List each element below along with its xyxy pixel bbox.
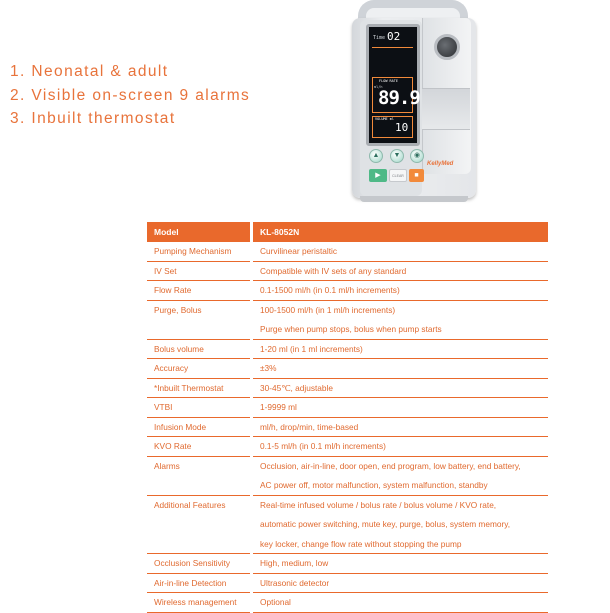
spec-row-value: 1-20 ml (in 1 ml increments) [260,343,363,354]
spec-row-value: Curvilinear peristaltic [260,246,338,256]
spec-row-value: Ultrasonic detector [260,577,330,588]
spec-row-label: *Inbuilt Thermostat [154,382,224,393]
spec-row-label: Wireless management [154,597,237,607]
spec-row [147,457,548,496]
spec-row-label-cell [147,359,250,379]
spec-row-value: Real-time infused volume / bolus rate / bolus volume / KVO rate, [260,499,497,510]
spec-row-value: 1-9999 ml [260,402,297,412]
spec-row [147,281,548,301]
spec-row-label: Additional Features [154,499,226,510]
spec-row-value-cell [253,379,548,399]
spec-row-value-cell [253,398,548,418]
spec-row [147,262,548,282]
spec-row [147,418,548,438]
flow-rate-label: FLOW RATE [379,79,398,83]
spec-row-label-cell [147,281,250,301]
spec-row-label-cell [147,242,250,262]
spec-row-label: Alarms [154,460,180,471]
spec-row-label: Purge, Bolus [154,304,202,315]
spec-header-label: Model [147,222,250,242]
screen-time-label: Time [373,35,386,41]
volume-label: VOLUME ml [375,117,394,121]
feature-item: 3. Inbuilt thermostat [10,110,176,127]
flow-rate-unit: ml/h [374,85,383,89]
start-icon: ▶ [369,169,387,182]
spec-row-label-cell [147,574,250,594]
spec-row [147,574,548,594]
spec-row-label: KVO Rate [154,441,192,451]
feature-list [10,60,250,131]
spec-row-label-cell [147,340,250,360]
spec-row-label-cell [147,457,250,496]
spec-row [147,554,548,574]
spec-row-label-cell [147,496,250,555]
spec-row-value-cell [253,359,548,379]
spec-row-value-cell [253,262,548,282]
spec-row [147,340,548,360]
spec-row-label: IV Set [154,265,177,276]
screen-time-value: 02 [387,30,401,43]
spec-row-value-cell [253,418,548,438]
pump-screen [366,24,420,146]
spec-row-value: 0.1-1500 ml/h (in 0.1 ml/h increments) [260,285,400,295]
spec-table [147,222,548,613]
spec-row-value-cell [253,496,548,555]
stop-icon: ■ [409,169,424,182]
spec-row-value: AC power off, motor malfunction, system malfunction, standby [260,480,488,490]
spec-row-value-cell [253,574,548,594]
spec-row-label-cell [147,437,250,457]
spec-row-label: Accuracy [154,363,189,373]
spec-rows [147,242,548,613]
spec-row-value: Purge when pump stops, bolus when pump starts [260,324,442,334]
spec-row-label: Occlusion Sensitivity [154,558,231,568]
spec-row-label: Air-in-line Detection [154,577,227,588]
spec-row-label: Flow Rate [154,285,192,295]
spec-row-value: automatic power switching, mute key, purge, bolus, system memory, [260,519,511,529]
spec-row [147,496,548,555]
door-knob [434,34,460,60]
spec-row-value: 30-45℃, adjustable [260,382,333,393]
spec-row-label-cell [147,379,250,399]
spec-row-value: 100-1500 ml/h (in 1 ml/h increments) [260,304,396,315]
brand-logo: KellyMed [427,161,454,167]
pump-base [360,196,468,202]
infusion-pump-image [352,0,476,206]
volume-value: 10 [395,121,409,134]
spec-row-value: Optional [260,597,291,607]
spec-row [147,301,548,340]
spec-row-label: Bolus volume [154,343,204,354]
spec-row-value: Compatible with IV sets of any standard [260,265,407,276]
spec-row-label-cell [147,418,250,438]
spec-row-label: Infusion Mode [154,421,207,432]
spec-header-row [147,222,548,242]
spec-row [147,379,548,399]
spec-row-value: key locker, change flow rate without stopping the pump [260,538,462,549]
spec-row-value-cell [253,437,548,457]
spec-row-value: ml/h, drop/min, time-based [260,421,359,432]
spec-row-label-cell [147,262,250,282]
spec-row-value: Occlusion, air-in-line, door open, end program, low battery, end battery, [260,460,521,471]
spec-row-value: ±3% [260,363,277,373]
spec-row-value-cell [253,242,548,262]
spec-row-value-cell [253,457,548,496]
spec-row [147,242,548,262]
spec-row [147,437,548,457]
spec-row-value-cell [253,340,548,360]
spec-row-value-cell [253,301,548,340]
feature-item: 1. Neonatal & adult [10,63,169,80]
spec-header-model: KL-8052N [253,222,548,242]
spec-row-label-cell [147,301,250,340]
spec-row-value-cell [253,281,548,301]
spec-row [147,359,548,379]
down-icon: ▼ [390,149,404,163]
purge-icon: ◉ [410,149,424,163]
spec-row [147,398,548,418]
feature-item: 2. Visible on-screen 9 alarms [10,86,251,104]
spec-row-label: Pumping Mechanism [154,246,232,256]
spec-row-label: VTBI [154,402,173,412]
pump-door-band [422,88,470,130]
spec-row-value-cell [253,554,548,574]
spec-row-label-cell [147,398,250,418]
clear-key: CLEAR [389,169,407,182]
flow-rate-value: 89.9 [378,87,420,109]
spec-row-label-cell [147,554,250,574]
spec-row-value: 0.1-5 ml/h (in 0.1 ml/h increments) [260,441,386,451]
screen-divider [372,47,413,48]
up-icon: ▲ [369,149,383,163]
spec-row-value: High, medium, low [260,558,329,568]
